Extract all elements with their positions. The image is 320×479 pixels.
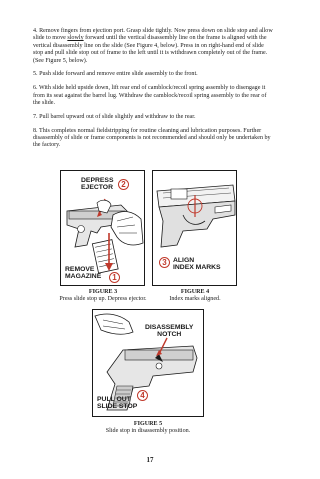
step-8-paragraph: 8. This completes normal fieldstripping for routine cleaning and lubrication purposes. Further disassembly of slide or frame components is not recommended and should only be undertaken by the factory.	[33, 127, 271, 149]
figure-3-caption-text: Press slide stop up. Depress ejector.	[59, 296, 147, 303]
instruction-text	[33, 28, 273, 156]
label-notch-line-2: NOTCH	[157, 331, 182, 338]
label-remove-line-1: REMOVE	[65, 266, 95, 273]
label-depress-ejector	[81, 177, 113, 191]
label-remove-magazine	[65, 266, 101, 280]
step-5-paragraph: 5. Push slide forward and remove entire slide assembly to the front.	[33, 71, 198, 78]
label-align-line-1: ALIGN	[173, 257, 195, 264]
figure-4-caption-text: Index marks aligned.	[169, 296, 221, 303]
step-number-badge: 2	[118, 179, 129, 190]
step-4-text-a: 4. Remove fingers from ejection port. Grasp slide tightly. Now press down on slide stop and allow slide to move	[33, 28, 273, 42]
figure-5-caption	[70, 421, 226, 436]
figure-5-caption-text: Slide stop in disassembly position.	[105, 428, 191, 435]
figure-4-illustration	[152, 170, 237, 286]
figure-5-illustration	[92, 309, 204, 417]
label-pull-line-1: PULL OUT	[97, 396, 131, 403]
step-4-paragraph	[33, 28, 273, 65]
label-align-line-2: INDEX MARKS	[173, 264, 221, 271]
label-disassembly-notch	[145, 324, 193, 338]
label-pull-out-slide-stop	[97, 396, 137, 410]
step-6-paragraph: 6. With slide held upside down, lift rear end of camblock/recoil spring assembly to disengage it from its seat against the barrel lug. Withdraw the camblock/recoil spring assembly to the rear of the slide.	[33, 85, 267, 107]
step-4-text-b: forward until the vertical disassembly line on the frame is aligned with the vertical disassembly line on the slide (See Figure 4, below). Press in on right-hand end of slide stop and pull slide stop out of frame to the left until it is withdrawn completely out of the frame. (See Figure 5, below).	[33, 35, 268, 64]
figure-4-title: FIGURE 4	[180, 289, 210, 295]
label-pull-line-2: SLIDE STOP	[97, 403, 138, 410]
step-number-badge: 3	[159, 257, 170, 268]
label-depress-line-2: EJECTOR	[81, 184, 113, 191]
label-remove-line-2: MAGAZINE	[65, 273, 102, 280]
figure-3-title: FIGURE 3	[88, 289, 118, 295]
figure-5-title: FIGURE 5	[133, 421, 163, 427]
label-notch-line-1: DISASSEMBLY	[145, 324, 194, 331]
label-depress-line-1: DEPRESS	[81, 177, 114, 184]
step-number-badge: 4	[137, 390, 148, 401]
page-number: 17	[146, 456, 154, 464]
figure-4-caption	[140, 289, 250, 304]
step-4-emphasis: slowly	[67, 35, 84, 42]
step-7-paragraph: 7. Pull barrel upward out of slide slightly and withdraw to the rear.	[33, 113, 196, 120]
label-align-index-marks	[173, 257, 221, 271]
figure-3-illustration	[60, 170, 145, 286]
step-number-badge: 1	[109, 272, 120, 283]
